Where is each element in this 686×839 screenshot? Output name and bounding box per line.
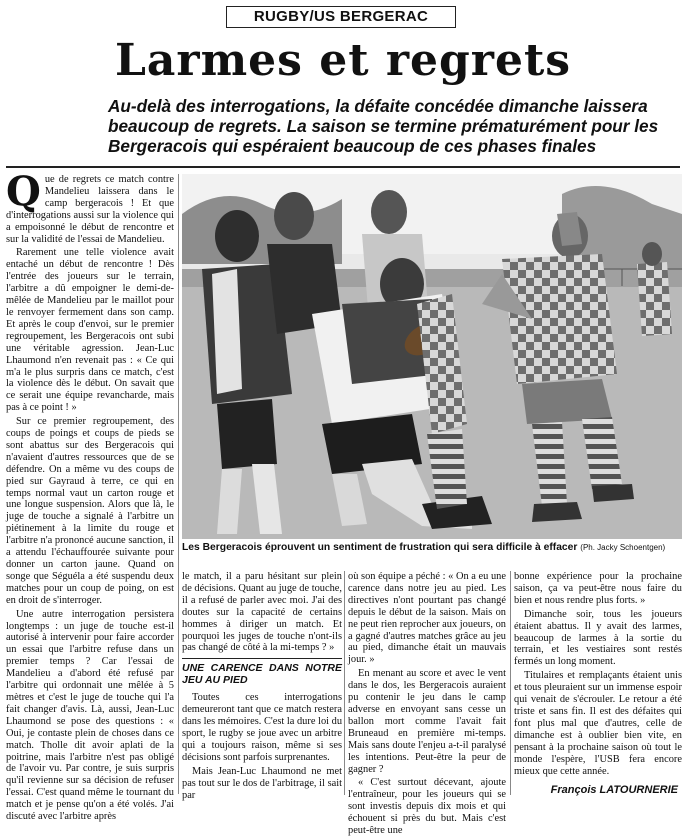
column-divider [178, 174, 179, 794]
column-2 [182, 571, 342, 804]
paragraph: Toutes ces interrogations demeureront tant que ce match restera dans les mémoires. C'est la dure loi du sport, le rugby se joue avec un arbitre qui a toujours raison, même si ses décisions sont parfois surprenantes. [182, 692, 343, 763]
paragraph: « C'est surtout décevant, ajoute l'entraîneur, pour les joueurs qui se sont investis depuis dix mois et qui échouent si près du but. Mais c'est peut-être une [348, 777, 506, 837]
paragraph: Une autre interrogation persistera longtemps : un juge de touche est-il autorisé à intervenir pour faire accorder un essai que l'arbitre refuse dans un premier temps ? Car l'essai de Mandelieu a d'abord été refusé par l'arbitre qui ordonnait une mêlée à 5 mètres et c'est le juge de touche qui l'a fait changer d'avis. Là, aussi, Jean-Luc Lhaumond se pose des questions : « Oui, je contaste plein de choses dans ce match. Tholle dit avoir aplati de la poitrine, mais l'arbitre n'est pas obligé de l'avoir vu. Par contre, je suis surpris qu'il revienne sur sa décision de refuser l'essai. C'est quand même le tournant du match et je pense qu'on a été volés. J'ai discuté avec l'arbitre après [6, 608, 174, 823]
photo-caption [182, 541, 682, 554]
paragraph: bonne expérience pour la prochaine saison, ça va peut-être nous faire du bien et nous rendre plus forts. » [514, 571, 682, 606]
paragraph: Mais Jean-Luc Lhaumond ne met pas tout sur le dos de l'arbitrage, il sait par [182, 765, 342, 801]
paragraph [6, 168, 174, 245]
paragraph: le match, il a paru hésitant sur plein de décisions. Quant au juge de touche, il a refusé de parler avec moi. J'ai des doutes sur la capacité de certains hommes à diriger un match. Et pourquoi les juges de touche n'ont-ils pas changé de côté à la mi-temps ? » [182, 571, 342, 654]
section-kicker: RUGBY/US BERGERAC [226, 6, 456, 28]
column-divider [510, 571, 511, 795]
header-rule [6, 166, 680, 168]
paragraph: Sur ce premier regroupement, des coups de poings et coups de pieds se sont abattus sur des Bergeracois qui n'avaient d'autres ressources que de se défendre. On a même vu des coups de pied sur Gayraud à terre, ce qui en temps normal vaut un carton rouge et une longue suspension. Alors que là, le juge de touche a signalé à l'arbitre un piétinement à la limite du rouge et l'arbitre n'a prononcé aucune sanction, il a attendu l'échauffourée suivante pour donner un carton jaune. Quand on songe que Séguéla a été suspendu deux matches pour un coup de poing, on est en droit de s'interroger. [6, 416, 174, 606]
rugby-players-illustration [182, 174, 682, 539]
column-4 [514, 571, 682, 779]
paragraph: Rarement une telle violence avait entaché un début de rencontre ! Dès l'entrée des joueurs sur le terrain, l'arbitre a dû empoigner le demi-de-mêlée de Mandelieu par le maillot pour le renvoyer fermement dans son camp. Et après le coup d'envoi, sur le premier regroupement, les Bergeracois ont subi une véritable agression. Jean-Luc Lhaumond n'en revenait pas : « Ce qui m'a le plus surpris dans ce match, c'est la violence dès le début. On savait que ce serait une équipe revancharde, mais pas à ce point ! » [6, 247, 174, 414]
drop-cap: Q [6, 168, 41, 215]
author-signature: François LATOURNERIE [550, 784, 678, 796]
paragraph-text: ue de regrets ce match contre Mandelieu laissera dans le camp bergeracois ! Et que d'interrogations aussi sur la violence qui a empoisonné le début de rencontre et sur la validité de l'essai de Mandelieu. [6, 174, 174, 245]
column-3 [348, 571, 506, 839]
paragraph: Titulaires et remplaçants étaient unis et tous pleuraient sur un immense espoir qui venait de s'écrouler. Le retour a été triste et sans fin. Il est des défaites qui font plus mal que d'autres, celle de dimanche est à oublier bien vite, en pensant à la prochaine saison où tout le monde l'espère, l'USB fera encore mieux que cette année. [514, 670, 682, 777]
photo-credit: (Ph. Jacky Schoentgen) [580, 543, 666, 552]
caption-text: Les Bergeracois éprouvent un sentiment de frustration qui sera difficile à effacer [182, 542, 578, 553]
column-1 [6, 168, 174, 825]
paragraph: En menant au score et avec le vent dans le dos, les Bergeracois auraient pu contenir le jeu dans le camp adverse en envoyant sans cesse un ballon mort comme l'avait fait Bruneaud en première mi-temps. Mais sans doute l'enjeu a-t-il paralysé les intentions. Peut-être la peur de gagner ? [348, 668, 506, 775]
subheading: UNE CARENCE DANS NOTRE JEU AU PIED [182, 658, 342, 686]
deck: Au-delà des interrogations, la défaite concédée dimanche laissera beaucoup de regrets. La saison se termine prématurément pour les Bergeracois qui espéraient beaucoup de ces phases finales [108, 96, 659, 156]
paragraph: où son équipe a péché : « On a eu une carence dans notre jeu au pied. Les directives n'ont pourtant pas changé depuis le début de la saison. Mais on ne peut rien reprocher aux joueurs, on a gagné d'autres matches grâce au jeu au pied, dimanche était un mauvais jour. » [348, 571, 506, 666]
headline: Larmes et regrets [114, 35, 572, 86]
column-divider [344, 571, 345, 795]
paragraph: Dimanche soir, tous les joueurs étaient abattus. Il y avait des larmes, beaucoup de larmes à la sortie du terrain, et les vestiaires sont restés fermés un long moment. [514, 608, 682, 668]
rugby-photo [182, 174, 682, 539]
